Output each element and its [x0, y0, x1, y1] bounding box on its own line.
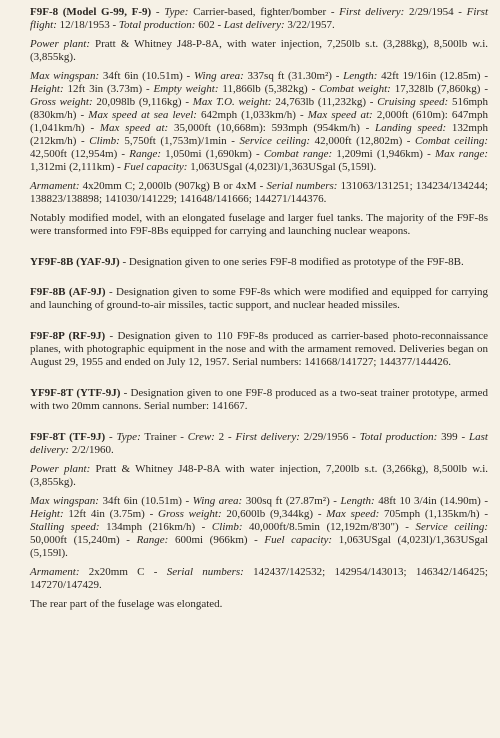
text-run: 642mph (1,033km/h) - [196, 108, 308, 121]
text-run: 42ft 19/16in (12.85m) - [377, 69, 489, 82]
field-label: Max speed at sea level: [88, 108, 197, 121]
f9f8t-header-paragraph [30, 431, 488, 457]
field-label: Armament: [30, 565, 80, 578]
text-run: 17,328lb (7,860kg) - [390, 82, 488, 95]
text-run: 600mi (966km) - [168, 534, 265, 547]
field-label: Landing speed: [375, 121, 447, 134]
text-run: 20,098lb (9,116kg) - [92, 95, 193, 108]
text-run: 11,866lb (5,382kg) - [218, 82, 320, 95]
f9f8-notes [30, 212, 488, 238]
text-run: - Designation given to one F9F-8 produced as a two-seat trainer prototype, armed with two 20mm cannons. Serial number: 141667. [30, 387, 488, 413]
text-run: 5,750ft (1,753m)/1min - [119, 134, 240, 147]
field-label: Max wingspan: [30, 69, 100, 82]
text-run: 516mph (830km/h) - [30, 95, 488, 121]
field-label: Max range: [434, 147, 489, 160]
field-label: Power plant: [30, 37, 90, 50]
field-label: Wing area: [193, 69, 244, 82]
text-run: 34ft 6in (10.51m) - [98, 495, 193, 508]
text-run: 705mph (1,135km/h) - [379, 508, 488, 521]
field-label: Crew: [187, 431, 215, 444]
section-f9f8t [30, 431, 488, 611]
field-label: Type: [164, 6, 189, 18]
field-label: Max speed at: [307, 108, 373, 121]
text-run: - Designation given to 110 F9F-8s produced as carrier-based photo-reconnaissance planes, with photographic equipment in the nose and with the armament removed. Deliveries began on August 29, 1955 and ended on July 12, 1957. Serial numbers: 141668/141727; 144377/144426. [30, 330, 488, 369]
f9f8t-notes [30, 598, 488, 611]
text-run: 50,000ft (15,240m) - [30, 534, 137, 547]
text-run: Notably modified model, with an elongated fuselage and larger fuel tanks. The majority of the F9F-8s were transformed into F9F-8Bs equipped for carrying and launching nuclear weapons. [30, 211, 488, 237]
text-run: 2/29/1954 - [404, 6, 467, 18]
text-run: 3/22/1957. [284, 18, 335, 31]
field-label: Max wingspan: [30, 495, 99, 508]
text-run: 300sq ft (27.87m²) - [242, 495, 341, 508]
entry-heading: F9F-8P (RF-9J) [30, 330, 106, 343]
text-run: 602 - [195, 18, 224, 31]
field-label: First delivery: [235, 431, 300, 444]
text-run: 35,000ft (10,668m): 593mph (954km/h) - [168, 121, 376, 134]
text-run: 2/2/1960. [69, 444, 114, 457]
field-label: Stalling speed: [30, 521, 100, 534]
f9f8-specifications [30, 70, 488, 174]
text-run: Pratt & Whitney J48-P-8A with water injection, 7,200lb s.t. (3,266kg), 8,500lb w.i. (3,855kg). [30, 463, 489, 489]
field-label: Combat weight: [319, 82, 391, 95]
field-label: Height: [30, 508, 64, 521]
section-f9f8b [30, 286, 488, 312]
section-f9f8p [30, 330, 488, 369]
text-run: 12ft 3in (3.73m) - [63, 82, 154, 95]
field-label: Max speed at: [99, 121, 169, 134]
field-label: Wing area: [192, 495, 243, 508]
entry-heading: F9F-8 (Model G-99, F-9) [30, 6, 152, 18]
text-run: Trainer - [140, 431, 188, 444]
text-run: 2x20mm C - [79, 565, 167, 578]
field-label: Service ceiling: [415, 521, 488, 534]
field-label: Fuel capacity: [264, 534, 333, 547]
text-run: Pratt & Whitney J48-P-8A, with water injection, 7,250lb s.t. (3,288kg), 8,500lb w.i. (3,855kg). [30, 37, 488, 63]
f9f8p-paragraph [30, 330, 488, 369]
text-run: - [151, 6, 165, 18]
text-run: Carrier-based, fighter/bomber - [188, 6, 340, 18]
f9f8-power-plant [30, 38, 488, 64]
text-run: 1,050mi (1,690km) - [161, 147, 264, 160]
field-label: Gross weight: [30, 95, 93, 108]
field-label: Combat ceiling: [415, 134, 489, 147]
entry-heading: YF9F-8B (YAF-9J) [30, 255, 120, 268]
field-label: Cruising speed: [377, 95, 449, 108]
field-label: Serial numbers: [166, 565, 244, 578]
text-run: 2 - [214, 431, 236, 444]
text-run: - [105, 431, 117, 444]
text-run: - Designation given to some F9F-8s which were modified and equipped for carrying and launching of ground-to-air missiles, tactic support, and nuclear headed missiles. [30, 286, 489, 312]
f9f8-header-paragraph [30, 6, 488, 32]
field-label: Length: [340, 495, 375, 508]
field-label: Total production: [118, 18, 196, 31]
field-label: Gross weight: [158, 508, 222, 521]
field-label: Length: [343, 69, 378, 82]
text-run: 4x20mm C; 2,000lb (907kg) B or 4xM - [79, 179, 267, 192]
field-label: First flight: [30, 6, 489, 31]
text-run: 40,000ft/8.5min (12,192m/8'30") - [242, 521, 416, 534]
field-label: Climb: [89, 134, 120, 147]
field-label: Range: [136, 534, 169, 547]
text-run: 42,000ft (12,802m) - [310, 134, 416, 147]
text-run: 12/18/1953 - [56, 18, 119, 31]
entry-heading: YF9F-8T (YTF-9J) [30, 387, 121, 400]
text-run: 24,763lb (11,232kg) - [271, 95, 378, 108]
field-label: Type: [116, 431, 141, 444]
text-run: - Designation given to one series F9F-8 modified as prototype of the F9F-8B. [119, 255, 464, 268]
text-run: 131063/131251; 134234/134244; 138823/138898; 141030/141229; 141648/141666; 144271/144376. [30, 179, 488, 205]
text-run: 337sq ft (31.30m²) - [243, 69, 344, 82]
field-label: Serial numbers: [266, 179, 338, 192]
field-label: Max speed: [326, 508, 380, 521]
text-run: 1,312mi (2,111km) - [30, 160, 124, 173]
field-label: Max T.O. weight: [192, 95, 272, 108]
f9f8t-specifications [30, 495, 488, 560]
field-label: Empty weight: [153, 82, 219, 95]
field-label: Power plant: [30, 463, 91, 476]
entry-heading: F9F-8T (TF-9J) [30, 431, 106, 444]
text-run: 1,209mi (1,946km) - [332, 147, 435, 160]
f9f8t-power-plant [30, 463, 488, 489]
yf9f8b-paragraph [30, 256, 488, 269]
field-label: Armament: [30, 179, 80, 192]
yf9f8t-paragraph [30, 387, 488, 413]
field-label: Height: [30, 82, 64, 95]
field-label: Last delivery: [223, 18, 285, 31]
entry-heading: F9F-8B (AF-9J) [30, 286, 106, 299]
text-run: 12ft 4in (3.75m) - [63, 508, 159, 521]
field-label: Service ceiling: [239, 134, 311, 147]
field-label: Climb: [211, 521, 243, 534]
field-label: Last delivery: [30, 431, 488, 457]
text-run: 142437/142532; 142954/143013; 146342/146425; 147270/147429. [30, 565, 488, 591]
section-f9f8 [30, 6, 488, 238]
f9f8b-paragraph [30, 286, 488, 312]
f9f8-armament [30, 180, 488, 206]
field-label: Range: [129, 147, 162, 160]
text-run: 1,063USgal (4,023l)/1,363USgal (5,159l). [187, 160, 377, 173]
field-label: Total production: [359, 431, 438, 444]
field-label: Fuel capacity: [123, 160, 188, 173]
text-run: 2/29/1956 - [299, 431, 360, 444]
field-label: Combat range: [263, 147, 333, 160]
text-run: 1,063USgal (4,023l)/1,363USgal (5,159l). [30, 534, 488, 559]
text-run: 134mph (216km/h) - [99, 521, 212, 534]
text-run: 20,600lb (9,344kg) - [221, 508, 327, 521]
text-run: 132mph (212km/h) - [30, 121, 488, 147]
field-label: First delivery: [339, 6, 405, 18]
f9f8t-armament [30, 566, 488, 592]
text-run: 48ft 10 3/4in (14.90m) - [374, 495, 488, 508]
text-run: 399 - [437, 431, 470, 444]
section-yf9f8b [30, 256, 488, 269]
section-yf9f8t [30, 387, 488, 413]
text-run: 42,500ft (12,954m) - [30, 147, 130, 160]
text-run: 2,000ft (610m): 647mph (1,041km/h) - [30, 108, 488, 134]
text-run: 34ft 6in (10.51m) - [99, 69, 194, 82]
text-run: The rear part of the fuselage was elongated. [30, 597, 223, 610]
